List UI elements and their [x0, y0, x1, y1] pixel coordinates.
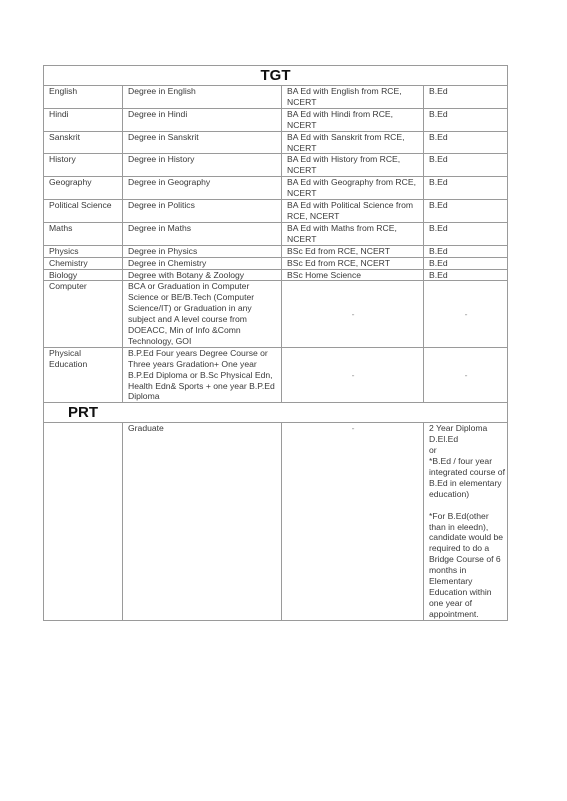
tgt-row [44, 131, 508, 154]
bed-course-cell: - [282, 347, 424, 403]
qualification-cell: Degree in Sanskrit [123, 131, 282, 154]
subject-cell: History [44, 154, 123, 177]
qualification-cell: Degree in Maths [123, 222, 282, 245]
requirement-cell: B.Ed [424, 222, 508, 245]
requirement-line: *For B.Ed(other than in eleedn), candidate would be required to do a Bridge Course of 6 months in Elementary Education within one year of appointment. [429, 510, 504, 619]
qualification-cell: Degree with Botany & Zoology [123, 269, 282, 281]
requirement-line: *B.Ed / four year integrated course of B.Ed in elementary education) [429, 456, 505, 499]
subject-cell: Maths [44, 222, 123, 245]
requirement-line [429, 500, 505, 511]
subject-cell: Computer [44, 281, 123, 347]
subject-cell: Physics [44, 245, 123, 257]
qualification-cell: Degree in Hindi [123, 108, 282, 131]
requirement-cell: - [424, 281, 508, 347]
tgt-header-row [44, 66, 508, 86]
bed-course-cell: BA Ed with Hindi from RCE, NCERT [282, 108, 424, 131]
qualification-cell: BCA or Graduation in Computer Science or BE/B.Tech (Computer Science/IT) or Graduation in any subject and A level course from DOEACC, Min of Info &Comn Technology, GOI [123, 281, 282, 347]
qualification-cell: Degree in Physics [123, 245, 282, 257]
subject-cell: Hindi [44, 108, 123, 131]
tgt-row [44, 200, 508, 223]
subject-cell: Biology [44, 269, 123, 281]
requirement-line: 2 Year Diploma [429, 423, 488, 434]
subject-cell: Political Science [44, 200, 123, 223]
subject-cell: English [44, 86, 123, 109]
tgt-row [44, 347, 508, 403]
bed-course-cell: BA Ed with Maths from RCE, NCERT [282, 222, 424, 245]
subject-cell: Chemistry [44, 257, 123, 269]
requirement-cell: B.Ed [424, 154, 508, 177]
tgt-row [44, 108, 508, 131]
qualification-table [43, 65, 508, 621]
requirement-cell: B.Ed [424, 131, 508, 154]
requirement-cell: B.Ed [424, 269, 508, 281]
bed-course-cell: - [282, 423, 424, 620]
tgt-row [44, 269, 508, 281]
tgt-row [44, 281, 508, 347]
tgt-row [44, 222, 508, 245]
prt-header-row [44, 403, 508, 423]
subject-cell [44, 423, 123, 620]
qualification-cell: Degree in Politics [123, 200, 282, 223]
qualification-cell: Degree in Chemistry [123, 257, 282, 269]
qualification-cell: Graduate [123, 423, 282, 620]
bed-course-cell: BSc Ed from RCE, NCERT [282, 245, 424, 257]
qualification-cell: Degree in English [123, 86, 282, 109]
qualification-cell: B.P.Ed Four years Degree Course or Three years Gradation+ One year B.P.Ed Diploma or B.Sc Physical Edn, Health Edn& Sports + one year B.P.Ed Diploma [123, 347, 282, 403]
requirement-cell: B.Ed [424, 245, 508, 257]
tgt-heading: TGT [44, 66, 508, 86]
requirement-line: D.El.Ed [429, 434, 459, 445]
requirement-cell: - [424, 347, 508, 403]
tgt-row [44, 257, 508, 269]
requirement-cell: B.Ed [424, 177, 508, 200]
requirement-line: or [429, 445, 437, 456]
tgt-row [44, 177, 508, 200]
requirement-cell: B.Ed [424, 86, 508, 109]
requirement-cell: B.Ed [424, 257, 508, 269]
subject-cell: Physical Education [44, 347, 123, 403]
bed-course-cell: BA Ed with History from RCE, NCERT [282, 154, 424, 177]
requirement-cell [424, 423, 508, 620]
qualification-cell: Degree in Geography [123, 177, 282, 200]
bed-course-cell: BA Ed with English from RCE, NCERT [282, 86, 424, 109]
bed-course-cell: BA Ed with Political Science from RCE, NCERT [282, 200, 424, 223]
tgt-row [44, 86, 508, 109]
tgt-row [44, 154, 508, 177]
requirement-cell: B.Ed [424, 108, 508, 131]
bed-course-cell: - [282, 281, 424, 347]
subject-cell: Sanskrit [44, 131, 123, 154]
bed-course-cell: BSc Ed from RCE, NCERT [282, 257, 424, 269]
qualification-cell: Degree in History [123, 154, 282, 177]
bed-course-cell: BSc Home Science [282, 269, 424, 281]
tgt-row [44, 245, 508, 257]
prt-heading: PRT [44, 403, 508, 423]
requirement-cell: B.Ed [424, 200, 508, 223]
bed-course-cell: BA Ed with Geography from RCE, NCERT [282, 177, 424, 200]
prt-row [44, 423, 508, 620]
bed-course-cell: BA Ed with Sanskrit from RCE, NCERT [282, 131, 424, 154]
subject-cell: Geography [44, 177, 123, 200]
